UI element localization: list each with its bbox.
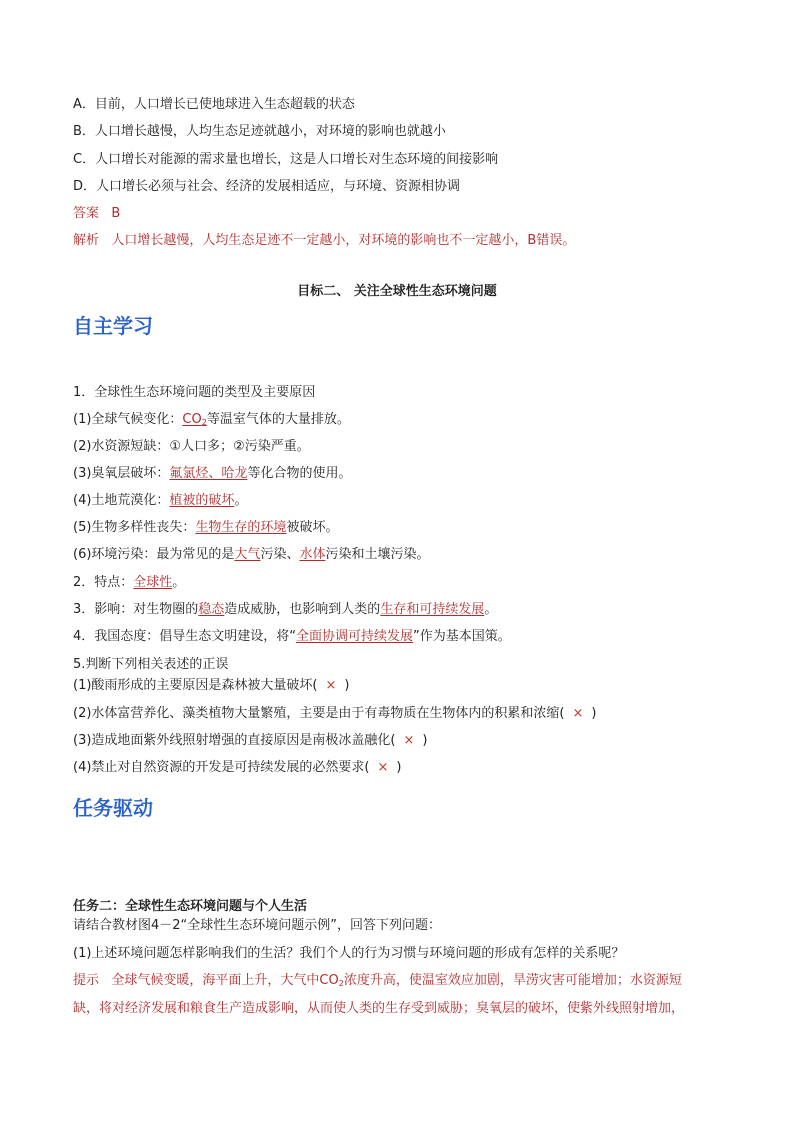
s1-item-6-answer-2: 水体 (299, 547, 326, 562)
co2-text: CO (182, 412, 202, 427)
judge-item-4 (73, 759, 401, 777)
co2-subscript: 2 (201, 418, 207, 427)
judge-item-3-text: (3)造成地面紫外线照射增强的直接原因是南极冰盖融化( (73, 733, 396, 748)
s1-item-4-post: 。 (234, 493, 248, 508)
hint-line-2: 缺，将对经济发展和粮食生产造成影响，从而使人类的生存受到威胁；臭氧层的破坏，使紫外线照射增加， (73, 1001, 685, 1016)
hint-line-1-text: 全球气候变暖，海平面上升，大气中CO (111, 973, 339, 988)
option-c: C．人口增长对能源的需求量也增长，这是人口增长对生态环境的间接影响 (73, 152, 499, 167)
s4-answer: 全面协调可持续发展 (296, 629, 414, 644)
judge-item-4-text: (4)禁止对自然资源的开发是可持续发展的必然要求( (73, 760, 370, 775)
s1-item-5-post: 被破坏。 (286, 520, 339, 535)
self-study-heading: 自主学习 (73, 314, 153, 338)
cross-mark-icon: × (325, 678, 337, 693)
cross-mark-icon: × (377, 760, 389, 775)
s4-text: 4．我国态度：倡导生态文明建设，将“ (73, 629, 297, 644)
judge-item-3 (73, 732, 427, 750)
s3-answer-2: 生存和可持续发展 (380, 602, 485, 617)
judge-item-2 (73, 705, 596, 723)
hint-label: 提示 (73, 973, 100, 988)
s2-text: 2．特点： (73, 575, 134, 590)
judge-item-4-close: ) (396, 760, 402, 775)
s1-item-6-answer-1: 大气 (234, 547, 261, 562)
s3-line (73, 601, 497, 619)
s3-text: 3．影响：对生物圈的 (73, 602, 199, 617)
s4-post: ”作为基本国策。 (413, 629, 511, 644)
s1-item-3-post: 等化合物的使用。 (247, 466, 352, 481)
s1-item-1-post: 等温室气体的大量排放。 (206, 412, 350, 427)
s1-item-2: (2)水资源短缺：①人口多；②污染严重。 (73, 439, 310, 454)
s1-item-3-text: (3)臭氧层破坏： (73, 466, 170, 481)
s3-mid: 造成威胁，也影响到人类的 (224, 602, 381, 617)
option-a: A．目前，人口增长已使地球进入生态超载的状态 (73, 97, 355, 112)
judge-item-1-close: ) (344, 678, 350, 693)
hint-line-1 (73, 972, 682, 993)
hint-co2-subscript: 2 (338, 979, 344, 988)
cross-mark-icon: × (572, 706, 584, 721)
analysis-line (73, 232, 575, 250)
s2-line (73, 574, 185, 592)
analysis-text: 人口增长越慢，人均生态足迹不一定越小，对环境的影响也不一定越小，B错误。 (111, 233, 576, 248)
task-heading: 任务驱动 (73, 796, 153, 820)
s1-item-3 (73, 465, 351, 483)
option-b: B．人口增长越慢，人均生态足迹就越小，对环境的影响也就越小 (73, 124, 446, 139)
task2-intro: 请结合教材图4－2“全球性生态环境问题示例”，回答下列问题： (73, 918, 442, 933)
s1-item-1 (73, 411, 350, 432)
task2-question-1: (1)上述环境问题怎样影响我们的生活？我们个人的行为习惯与环境问题的形成有怎样的关系呢？ (73, 946, 625, 961)
task2-title: 任务二：全球性生态环境问题与个人生活 (73, 899, 308, 914)
judge-item-3-close: ) (422, 733, 428, 748)
s1-item-4 (73, 492, 247, 510)
s1-item-4-answer: 植被的破坏 (169, 493, 235, 508)
s1-item-4-text: (4)土地荒漠化： (73, 493, 170, 508)
s1-item-6-mid: 污染、 (260, 547, 300, 562)
goal-title: 目标二、 关注全球性生态环境问题 (297, 284, 497, 299)
s1-item-5 (73, 519, 338, 537)
s1-item-6-post: 污染和土壤污染。 (325, 547, 430, 562)
analysis-label: 解析 (73, 233, 100, 248)
answer-label: 答案 (73, 206, 100, 221)
s3-answer-1: 稳态 (198, 602, 225, 617)
s1-item-5-text: (5)生物多样性丧失： (73, 520, 196, 535)
s1-item-1-answer (182, 412, 206, 427)
option-d: D．人口增长必须与社会、经济的发展相适应，与环境、资源相协调 (73, 179, 461, 194)
cross-mark-icon: × (403, 733, 415, 748)
s1-title: 1．全球性生态环境问题的类型及主要原因 (73, 385, 316, 400)
judge-item-2-text: (2)水体富营养化、藻类植物大量繁殖，主要是由于有毒物质在生物体内的积累和浓缩( (73, 706, 565, 721)
judge-item-1-text: (1)酸雨形成的主要原因是森林被大量破坏( (73, 678, 318, 693)
judge-item-1 (73, 677, 349, 695)
s2-post: 。 (172, 575, 186, 590)
s3-post: 。 (484, 602, 498, 617)
s1-item-3-answer: 氟氯烃、哈龙 (169, 466, 248, 481)
answer-line (73, 205, 120, 223)
hint-line-1-post: 浓度升高，使温室效应加剧，旱涝灾害可能增加；水资源短 (343, 973, 682, 988)
s4-line (73, 628, 511, 646)
s1-item-6-text: (6)环境污染：最为常见的是 (73, 547, 235, 562)
judge-item-2-close: ) (591, 706, 597, 721)
s5-title: 5.判断下列相关表述的正误 (73, 657, 229, 672)
s1-item-5-answer: 生物生存的环境 (195, 520, 287, 535)
s2-answer: 全球性 (133, 575, 173, 590)
answer-value: B (111, 206, 121, 221)
s1-item-1-text: (1)全球气候变化： (73, 412, 183, 427)
s1-item-6 (73, 546, 429, 564)
